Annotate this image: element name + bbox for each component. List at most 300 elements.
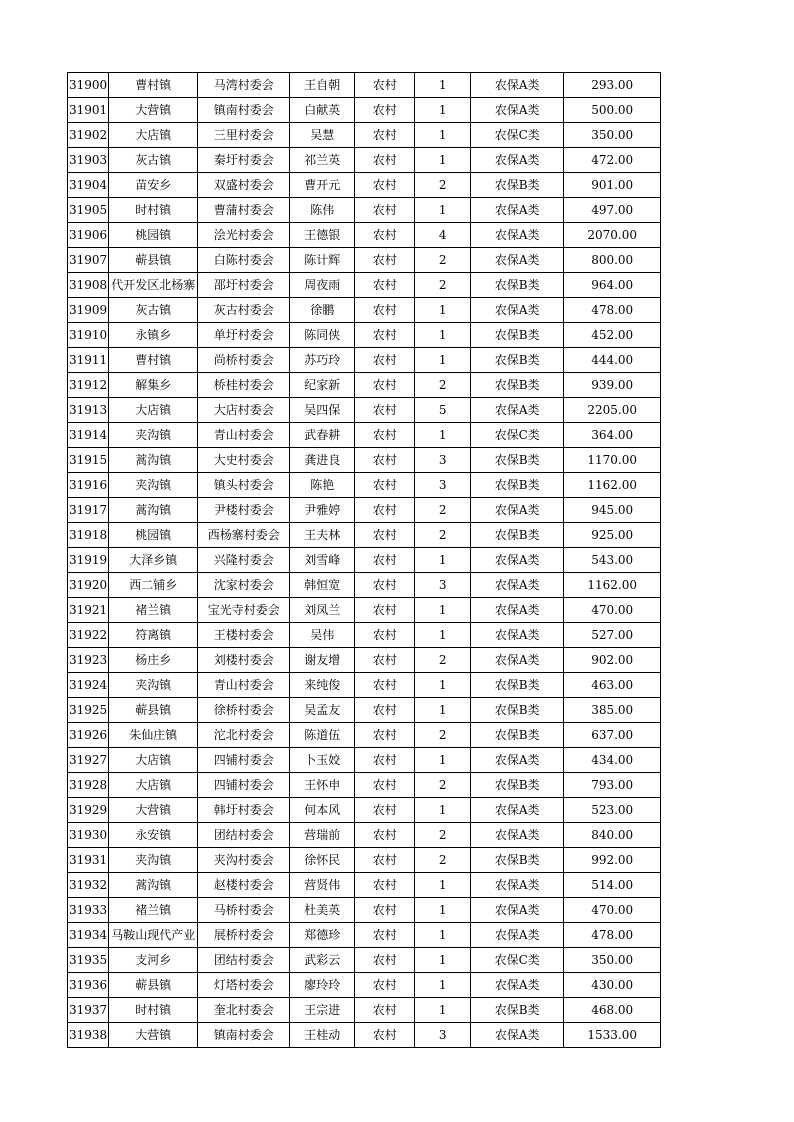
cell-category: 农保B类 bbox=[471, 723, 564, 748]
table-row bbox=[68, 198, 661, 223]
cell-name: 龚进良 bbox=[290, 448, 355, 473]
table-row bbox=[68, 548, 661, 573]
cell-name: 何本风 bbox=[290, 798, 355, 823]
cell-name: 吴慧 bbox=[290, 123, 355, 148]
cell-town: 桃园镇 bbox=[109, 223, 198, 248]
cell-count: 2 bbox=[415, 848, 471, 873]
cell-id: 31920 bbox=[68, 573, 109, 598]
cell-type: 农村 bbox=[355, 673, 415, 698]
cell-count: 2 bbox=[415, 523, 471, 548]
cell-town: 大营镇 bbox=[109, 798, 198, 823]
cell-name: 陈伟 bbox=[290, 198, 355, 223]
cell-town: 支河乡 bbox=[109, 948, 198, 973]
cell-town: 蕲县镇 bbox=[109, 698, 198, 723]
cell-type: 农村 bbox=[355, 923, 415, 948]
cell-town: 大营镇 bbox=[109, 1023, 198, 1048]
cell-count: 1 bbox=[415, 198, 471, 223]
cell-count: 1 bbox=[415, 623, 471, 648]
cell-amount: 452.00 bbox=[564, 323, 661, 348]
cell-id: 31905 bbox=[68, 198, 109, 223]
cell-town: 大店镇 bbox=[109, 123, 198, 148]
cell-id: 31904 bbox=[68, 173, 109, 198]
cell-village: 镇南村委会 bbox=[198, 1023, 290, 1048]
cell-id: 31931 bbox=[68, 848, 109, 873]
cell-category: 农保B类 bbox=[471, 323, 564, 348]
cell-id: 31918 bbox=[68, 523, 109, 548]
cell-town: 曹村镇 bbox=[109, 348, 198, 373]
cell-type: 农村 bbox=[355, 973, 415, 998]
table-row bbox=[68, 873, 661, 898]
cell-village: 邵圩村委会 bbox=[198, 273, 290, 298]
cell-category: 农保A类 bbox=[471, 823, 564, 848]
cell-category: 农保C类 bbox=[471, 123, 564, 148]
cell-name: 王宗进 bbox=[290, 998, 355, 1023]
cell-village: 团结村委会 bbox=[198, 948, 290, 973]
cell-town: 苗安乡 bbox=[109, 173, 198, 198]
cell-id: 31929 bbox=[68, 798, 109, 823]
cell-count: 1 bbox=[415, 98, 471, 123]
cell-type: 农村 bbox=[355, 573, 415, 598]
cell-village: 刘楼村委会 bbox=[198, 648, 290, 673]
table-row bbox=[68, 248, 661, 273]
cell-village: 夹沟村委会 bbox=[198, 848, 290, 873]
cell-type: 农村 bbox=[355, 323, 415, 348]
cell-name: 营贤伟 bbox=[290, 873, 355, 898]
cell-id: 31926 bbox=[68, 723, 109, 748]
cell-village: 徐桥村委会 bbox=[198, 698, 290, 723]
cell-village: 镇南村委会 bbox=[198, 98, 290, 123]
cell-category: 农保B类 bbox=[471, 448, 564, 473]
cell-name: 徐鹏 bbox=[290, 298, 355, 323]
cell-village: 马湾村委会 bbox=[198, 73, 290, 98]
cell-name: 纪家新 bbox=[290, 373, 355, 398]
cell-type: 农村 bbox=[355, 248, 415, 273]
cell-id: 31934 bbox=[68, 923, 109, 948]
cell-village: 青山村委会 bbox=[198, 423, 290, 448]
cell-amount: 800.00 bbox=[564, 248, 661, 273]
cell-id: 31913 bbox=[68, 398, 109, 423]
cell-category: 农保A类 bbox=[471, 73, 564, 98]
cell-village: 四铺村委会 bbox=[198, 748, 290, 773]
cell-amount: 992.00 bbox=[564, 848, 661, 873]
cell-count: 3 bbox=[415, 1023, 471, 1048]
cell-amount: 2205.00 bbox=[564, 398, 661, 423]
table-row bbox=[68, 798, 661, 823]
cell-type: 农村 bbox=[355, 623, 415, 648]
table-row bbox=[68, 73, 661, 98]
data-table bbox=[67, 72, 661, 1048]
cell-id: 31915 bbox=[68, 448, 109, 473]
cell-name: 陈艳 bbox=[290, 473, 355, 498]
table-row bbox=[68, 948, 661, 973]
cell-type: 农村 bbox=[355, 148, 415, 173]
cell-town: 灰古镇 bbox=[109, 148, 198, 173]
cell-town: 蕲县镇 bbox=[109, 973, 198, 998]
cell-type: 农村 bbox=[355, 273, 415, 298]
cell-id: 31907 bbox=[68, 248, 109, 273]
cell-town: 大店镇 bbox=[109, 773, 198, 798]
cell-category: 农保A类 bbox=[471, 748, 564, 773]
cell-id: 31903 bbox=[68, 148, 109, 173]
cell-amount: 468.00 bbox=[564, 998, 661, 1023]
cell-category: 农保A类 bbox=[471, 898, 564, 923]
cell-count: 1 bbox=[415, 673, 471, 698]
cell-amount: 939.00 bbox=[564, 373, 661, 398]
cell-count: 1 bbox=[415, 748, 471, 773]
cell-amount: 1162.00 bbox=[564, 573, 661, 598]
cell-type: 农村 bbox=[355, 423, 415, 448]
cell-type: 农村 bbox=[355, 473, 415, 498]
cell-amount: 543.00 bbox=[564, 548, 661, 573]
cell-village: 展桥村委会 bbox=[198, 923, 290, 948]
cell-village: 赵楼村委会 bbox=[198, 873, 290, 898]
cell-category: 农保B类 bbox=[471, 473, 564, 498]
cell-type: 农村 bbox=[355, 898, 415, 923]
cell-count: 2 bbox=[415, 498, 471, 523]
cell-type: 农村 bbox=[355, 98, 415, 123]
cell-village: 韩圩村委会 bbox=[198, 798, 290, 823]
cell-town: 褚兰镇 bbox=[109, 898, 198, 923]
cell-count: 1 bbox=[415, 73, 471, 98]
cell-type: 农村 bbox=[355, 298, 415, 323]
cell-category: 农保A类 bbox=[471, 398, 564, 423]
cell-town: 夹沟镇 bbox=[109, 423, 198, 448]
cell-amount: 637.00 bbox=[564, 723, 661, 748]
cell-count: 1 bbox=[415, 298, 471, 323]
cell-name: 吴伟 bbox=[290, 623, 355, 648]
cell-town: 灰古镇 bbox=[109, 298, 198, 323]
cell-count: 2 bbox=[415, 823, 471, 848]
cell-type: 农村 bbox=[355, 748, 415, 773]
table-row bbox=[68, 173, 661, 198]
cell-amount: 463.00 bbox=[564, 673, 661, 698]
cell-name: 王德银 bbox=[290, 223, 355, 248]
cell-count: 1 bbox=[415, 923, 471, 948]
cell-category: 农保B类 bbox=[471, 173, 564, 198]
cell-count: 3 bbox=[415, 448, 471, 473]
cell-village: 宝光寺村委会 bbox=[198, 598, 290, 623]
cell-id: 31923 bbox=[68, 648, 109, 673]
cell-amount: 1170.00 bbox=[564, 448, 661, 473]
cell-type: 农村 bbox=[355, 723, 415, 748]
cell-id: 31919 bbox=[68, 548, 109, 573]
cell-count: 1 bbox=[415, 123, 471, 148]
cell-town: 大泽乡镇 bbox=[109, 548, 198, 573]
cell-name: 周夜雨 bbox=[290, 273, 355, 298]
cell-town: 代开发区北杨寨 bbox=[109, 273, 198, 298]
table-row bbox=[68, 648, 661, 673]
cell-category: 农保C类 bbox=[471, 423, 564, 448]
cell-count: 1 bbox=[415, 548, 471, 573]
cell-amount: 2070.00 bbox=[564, 223, 661, 248]
cell-town: 时村镇 bbox=[109, 998, 198, 1023]
cell-village: 王楼村委会 bbox=[198, 623, 290, 648]
cell-count: 1 bbox=[415, 698, 471, 723]
cell-name: 王夫林 bbox=[290, 523, 355, 548]
cell-village: 大店村委会 bbox=[198, 398, 290, 423]
cell-amount: 840.00 bbox=[564, 823, 661, 848]
cell-id: 31914 bbox=[68, 423, 109, 448]
table-row bbox=[68, 148, 661, 173]
cell-id: 31906 bbox=[68, 223, 109, 248]
cell-name: 武彩云 bbox=[290, 948, 355, 973]
cell-category: 农保B类 bbox=[471, 773, 564, 798]
cell-name: 徐怀民 bbox=[290, 848, 355, 873]
cell-count: 1 bbox=[415, 798, 471, 823]
cell-category: 农保C类 bbox=[471, 948, 564, 973]
cell-id: 31900 bbox=[68, 73, 109, 98]
cell-id: 31937 bbox=[68, 998, 109, 1023]
cell-town: 夹沟镇 bbox=[109, 473, 198, 498]
cell-type: 农村 bbox=[355, 123, 415, 148]
cell-category: 农保A类 bbox=[471, 223, 564, 248]
cell-category: 农保A类 bbox=[471, 248, 564, 273]
cell-town: 朱仙庄镇 bbox=[109, 723, 198, 748]
table-row bbox=[68, 448, 661, 473]
cell-name: 王桂动 bbox=[290, 1023, 355, 1048]
cell-id: 31916 bbox=[68, 473, 109, 498]
cell-village: 镇头村委会 bbox=[198, 473, 290, 498]
table-row bbox=[68, 623, 661, 648]
cell-village: 奎北村委会 bbox=[198, 998, 290, 1023]
cell-name: 吴四保 bbox=[290, 398, 355, 423]
cell-id: 31901 bbox=[68, 98, 109, 123]
cell-category: 农保A类 bbox=[471, 648, 564, 673]
table-row bbox=[68, 823, 661, 848]
cell-id: 31922 bbox=[68, 623, 109, 648]
cell-category: 农保B类 bbox=[471, 998, 564, 1023]
cell-type: 农村 bbox=[355, 1023, 415, 1048]
cell-name: 陈同侠 bbox=[290, 323, 355, 348]
table-row bbox=[68, 923, 661, 948]
cell-town: 夹沟镇 bbox=[109, 673, 198, 698]
cell-type: 农村 bbox=[355, 348, 415, 373]
cell-town: 大店镇 bbox=[109, 748, 198, 773]
cell-amount: 1162.00 bbox=[564, 473, 661, 498]
cell-village: 尚桥村委会 bbox=[198, 348, 290, 373]
cell-category: 农保B类 bbox=[471, 523, 564, 548]
cell-village: 浍光村委会 bbox=[198, 223, 290, 248]
cell-category: 农保B类 bbox=[471, 848, 564, 873]
cell-count: 2 bbox=[415, 248, 471, 273]
table-row bbox=[68, 523, 661, 548]
cell-id: 31911 bbox=[68, 348, 109, 373]
cell-id: 31928 bbox=[68, 773, 109, 798]
cell-id: 31917 bbox=[68, 498, 109, 523]
table-row bbox=[68, 773, 661, 798]
cell-count: 1 bbox=[415, 998, 471, 1023]
table-row bbox=[68, 473, 661, 498]
cell-amount: 430.00 bbox=[564, 973, 661, 998]
cell-category: 农保A类 bbox=[471, 598, 564, 623]
table-row bbox=[68, 298, 661, 323]
cell-type: 农村 bbox=[355, 73, 415, 98]
table-body bbox=[68, 73, 661, 1048]
cell-type: 农村 bbox=[355, 548, 415, 573]
cell-village: 白陈村委会 bbox=[198, 248, 290, 273]
cell-town: 褚兰镇 bbox=[109, 598, 198, 623]
cell-category: 农保B类 bbox=[471, 673, 564, 698]
cell-id: 31936 bbox=[68, 973, 109, 998]
cell-name: 陈计辉 bbox=[290, 248, 355, 273]
cell-id: 31908 bbox=[68, 273, 109, 298]
cell-town: 蕲县镇 bbox=[109, 248, 198, 273]
cell-name: 郑德珍 bbox=[290, 923, 355, 948]
cell-category: 农保B类 bbox=[471, 373, 564, 398]
cell-village: 大史村委会 bbox=[198, 448, 290, 473]
cell-amount: 793.00 bbox=[564, 773, 661, 798]
cell-category: 农保A类 bbox=[471, 198, 564, 223]
cell-id: 31938 bbox=[68, 1023, 109, 1048]
table-row bbox=[68, 848, 661, 873]
cell-village: 灯塔村委会 bbox=[198, 973, 290, 998]
cell-name: 王自朝 bbox=[290, 73, 355, 98]
table-row bbox=[68, 898, 661, 923]
cell-category: 农保A类 bbox=[471, 573, 564, 598]
cell-count: 2 bbox=[415, 773, 471, 798]
cell-amount: 293.00 bbox=[564, 73, 661, 98]
cell-count: 2 bbox=[415, 273, 471, 298]
table-row bbox=[68, 573, 661, 598]
cell-amount: 1533.00 bbox=[564, 1023, 661, 1048]
table-row bbox=[68, 973, 661, 998]
cell-name: 杜美英 bbox=[290, 898, 355, 923]
cell-amount: 350.00 bbox=[564, 123, 661, 148]
cell-town: 时村镇 bbox=[109, 198, 198, 223]
cell-town: 蒿沟镇 bbox=[109, 498, 198, 523]
cell-amount: 434.00 bbox=[564, 748, 661, 773]
cell-type: 农村 bbox=[355, 398, 415, 423]
cell-id: 31927 bbox=[68, 748, 109, 773]
cell-category: 农保B类 bbox=[471, 348, 564, 373]
cell-name: 苏巧玲 bbox=[290, 348, 355, 373]
cell-name: 卜玉姣 bbox=[290, 748, 355, 773]
cell-category: 农保A类 bbox=[471, 923, 564, 948]
cell-name: 尹雅婷 bbox=[290, 498, 355, 523]
cell-amount: 470.00 bbox=[564, 598, 661, 623]
cell-town: 大店镇 bbox=[109, 398, 198, 423]
cell-village: 三里村委会 bbox=[198, 123, 290, 148]
cell-name: 武春耕 bbox=[290, 423, 355, 448]
table-row bbox=[68, 998, 661, 1023]
cell-town: 解集乡 bbox=[109, 373, 198, 398]
cell-name: 营瑞前 bbox=[290, 823, 355, 848]
table-row bbox=[68, 273, 661, 298]
cell-type: 农村 bbox=[355, 823, 415, 848]
cell-village: 尹楼村委会 bbox=[198, 498, 290, 523]
cell-id: 31912 bbox=[68, 373, 109, 398]
cell-id: 31910 bbox=[68, 323, 109, 348]
cell-amount: 478.00 bbox=[564, 923, 661, 948]
cell-count: 1 bbox=[415, 348, 471, 373]
cell-town: 蒿沟镇 bbox=[109, 873, 198, 898]
cell-count: 1 bbox=[415, 323, 471, 348]
cell-amount: 472.00 bbox=[564, 148, 661, 173]
table-row bbox=[68, 423, 661, 448]
cell-name: 祁兰英 bbox=[290, 148, 355, 173]
cell-town: 大营镇 bbox=[109, 98, 198, 123]
cell-type: 农村 bbox=[355, 998, 415, 1023]
cell-id: 31902 bbox=[68, 123, 109, 148]
table-row bbox=[68, 123, 661, 148]
cell-category: 农保A类 bbox=[471, 623, 564, 648]
cell-type: 农村 bbox=[355, 498, 415, 523]
cell-town: 曹村镇 bbox=[109, 73, 198, 98]
cell-amount: 514.00 bbox=[564, 873, 661, 898]
cell-amount: 364.00 bbox=[564, 423, 661, 448]
cell-village: 曹蒲村委会 bbox=[198, 198, 290, 223]
cell-id: 31925 bbox=[68, 698, 109, 723]
cell-amount: 945.00 bbox=[564, 498, 661, 523]
cell-village: 青山村委会 bbox=[198, 673, 290, 698]
cell-category: 农保A类 bbox=[471, 148, 564, 173]
cell-village: 团结村委会 bbox=[198, 823, 290, 848]
table-row bbox=[68, 1023, 661, 1048]
cell-village: 秦圩村委会 bbox=[198, 148, 290, 173]
cell-town: 永镇乡 bbox=[109, 323, 198, 348]
cell-type: 农村 bbox=[355, 448, 415, 473]
cell-type: 农村 bbox=[355, 798, 415, 823]
cell-village: 桥桂村委会 bbox=[198, 373, 290, 398]
cell-type: 农村 bbox=[355, 873, 415, 898]
cell-count: 2 bbox=[415, 173, 471, 198]
cell-type: 农村 bbox=[355, 373, 415, 398]
cell-id: 31932 bbox=[68, 873, 109, 898]
cell-village: 马桥村委会 bbox=[198, 898, 290, 923]
cell-amount: 497.00 bbox=[564, 198, 661, 223]
table-row bbox=[68, 673, 661, 698]
cell-amount: 385.00 bbox=[564, 698, 661, 723]
cell-village: 西杨寨村委会 bbox=[198, 523, 290, 548]
cell-village: 兴隆村委会 bbox=[198, 548, 290, 573]
cell-name: 吴孟友 bbox=[290, 698, 355, 723]
cell-name: 来纯俊 bbox=[290, 673, 355, 698]
table-row bbox=[68, 373, 661, 398]
cell-count: 3 bbox=[415, 573, 471, 598]
table-row bbox=[68, 598, 661, 623]
cell-village: 灰古村委会 bbox=[198, 298, 290, 323]
cell-count: 1 bbox=[415, 948, 471, 973]
cell-town: 永安镇 bbox=[109, 823, 198, 848]
cell-name: 白献英 bbox=[290, 98, 355, 123]
table-row bbox=[68, 223, 661, 248]
cell-id: 31921 bbox=[68, 598, 109, 623]
cell-name: 曹开元 bbox=[290, 173, 355, 198]
cell-name: 刘雪峰 bbox=[290, 548, 355, 573]
cell-count: 1 bbox=[415, 973, 471, 998]
cell-town: 杨庄乡 bbox=[109, 648, 198, 673]
cell-amount: 902.00 bbox=[564, 648, 661, 673]
cell-category: 农保A类 bbox=[471, 973, 564, 998]
cell-village: 沱北村委会 bbox=[198, 723, 290, 748]
cell-count: 2 bbox=[415, 373, 471, 398]
cell-type: 农村 bbox=[355, 523, 415, 548]
cell-count: 2 bbox=[415, 723, 471, 748]
cell-amount: 478.00 bbox=[564, 298, 661, 323]
table-row bbox=[68, 348, 661, 373]
cell-id: 31930 bbox=[68, 823, 109, 848]
table-row bbox=[68, 748, 661, 773]
cell-id: 31924 bbox=[68, 673, 109, 698]
cell-town: 夹沟镇 bbox=[109, 848, 198, 873]
cell-type: 农村 bbox=[355, 198, 415, 223]
cell-town: 桃园镇 bbox=[109, 523, 198, 548]
cell-town: 马鞍山现代产业 bbox=[109, 923, 198, 948]
cell-type: 农村 bbox=[355, 948, 415, 973]
cell-name: 韩恒宽 bbox=[290, 573, 355, 598]
cell-name: 谢友增 bbox=[290, 648, 355, 673]
cell-category: 农保A类 bbox=[471, 548, 564, 573]
